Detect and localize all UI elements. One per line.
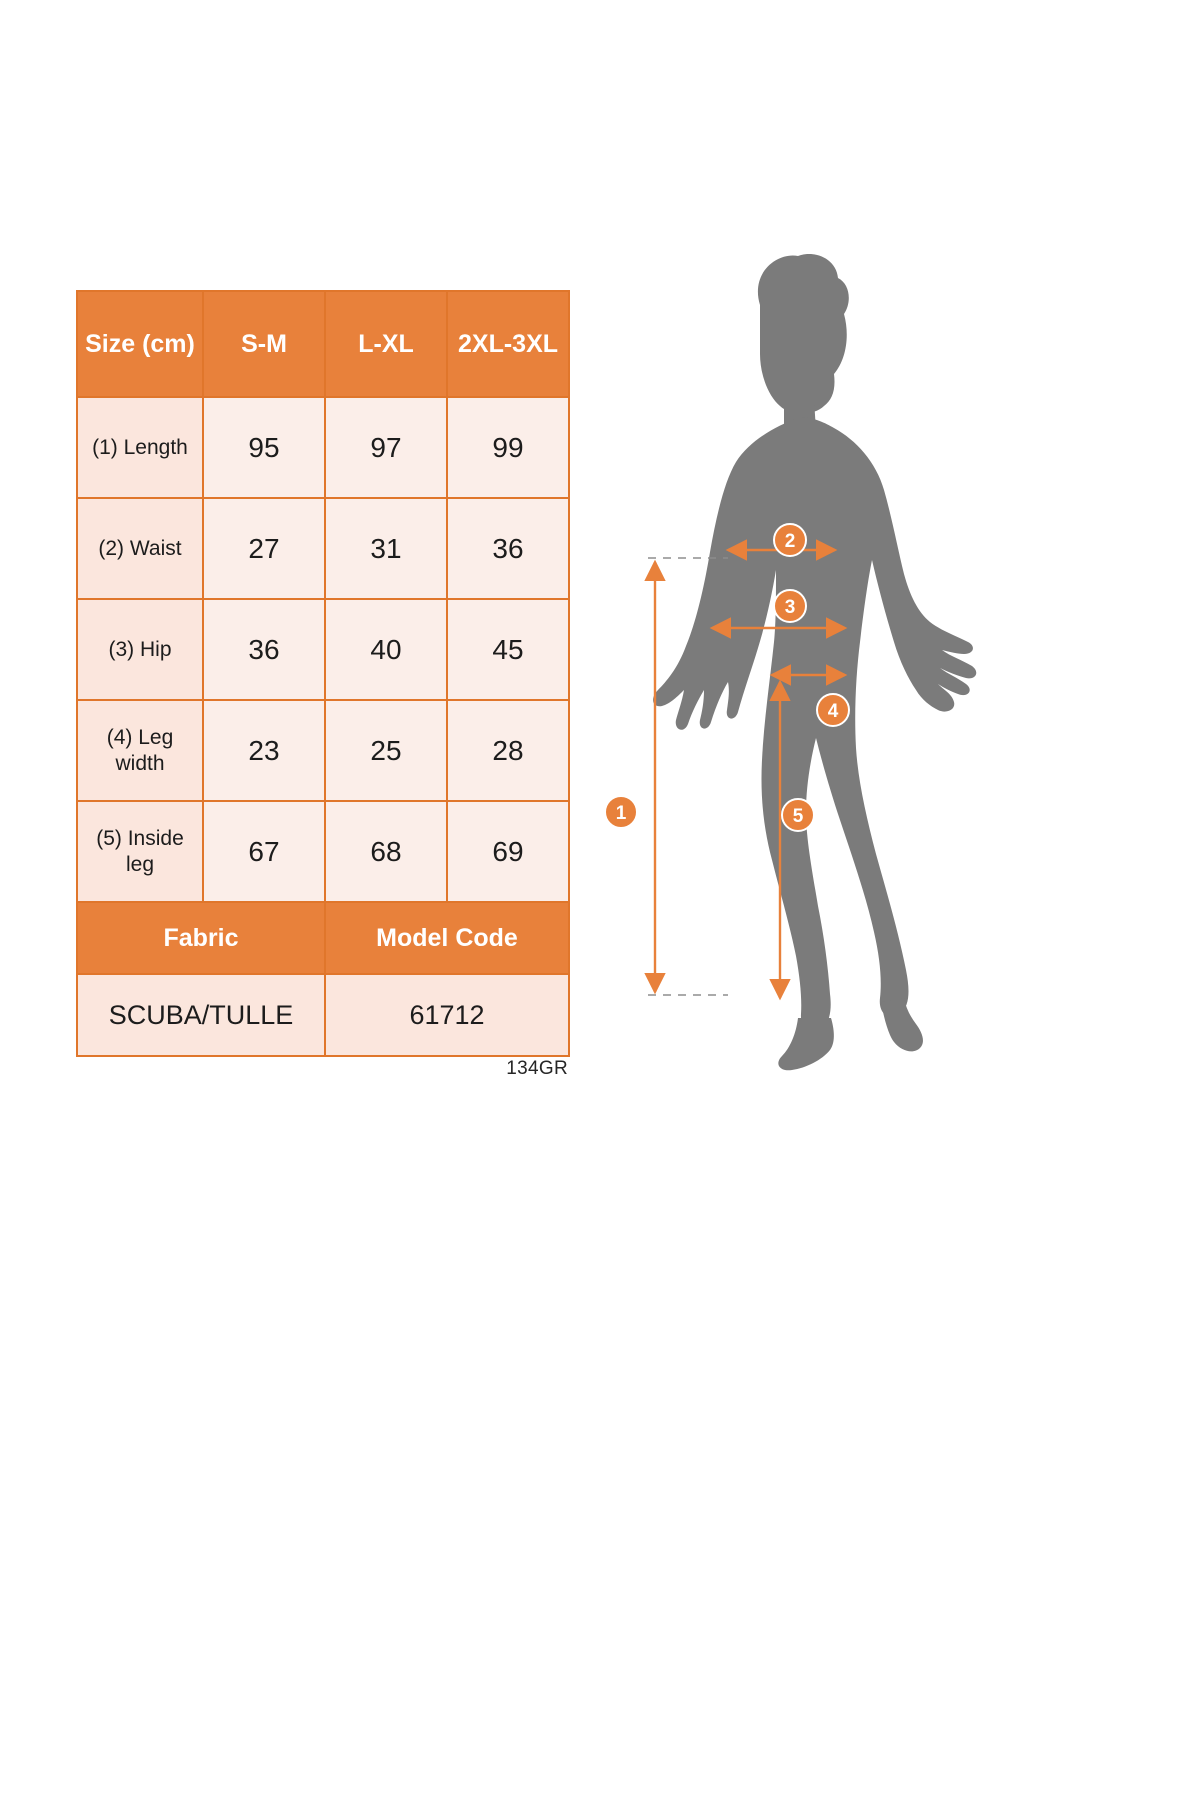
table-row xyxy=(77,801,569,902)
header-col-sm: S-M xyxy=(203,291,325,397)
marker-badge-3-label: 3 xyxy=(784,597,796,618)
table-row xyxy=(77,498,569,599)
header-col-2xl3xl: 2XL-3XL xyxy=(447,291,569,397)
table-footer-header-row xyxy=(77,902,569,974)
marker-badge-2 xyxy=(774,524,806,556)
size-chart xyxy=(76,290,568,1057)
marker-badge-5 xyxy=(782,799,814,831)
cell-inside-leg-sm: 67 xyxy=(203,801,325,902)
cell-leg-width-sm: 23 xyxy=(203,700,325,801)
cell-leg-width-2xl3xl: 28 xyxy=(447,700,569,801)
table-header xyxy=(77,291,569,397)
marker-badge-3 xyxy=(774,590,806,622)
header-col-lxl: L-XL xyxy=(325,291,447,397)
table-footer-value-row xyxy=(77,974,569,1056)
footer-label-fabric: Fabric xyxy=(77,902,325,974)
marker-badge-4 xyxy=(817,694,849,726)
footer-value-model-code: 61712 xyxy=(325,974,569,1056)
row-label-hip: (3) Hip xyxy=(77,599,203,700)
cell-length-lxl: 97 xyxy=(325,397,447,498)
footer-label-model-code: Model Code xyxy=(325,902,569,974)
table-row xyxy=(77,700,569,801)
cell-waist-lxl: 31 xyxy=(325,498,447,599)
cell-hip-lxl: 40 xyxy=(325,599,447,700)
row-label-waist: (2) Waist xyxy=(77,498,203,599)
row-label-length: (1) Length xyxy=(77,397,203,498)
measurement-figure xyxy=(600,250,1020,1080)
table-row xyxy=(77,397,569,498)
female-silhouette-icon xyxy=(653,254,976,1070)
footer-value-fabric: SCUBA/TULLE xyxy=(77,974,325,1056)
marker-badge-2-label: 2 xyxy=(784,531,796,552)
cell-length-2xl3xl: 99 xyxy=(447,397,569,498)
table-body xyxy=(77,397,569,1056)
table-header-row xyxy=(77,291,569,397)
header-size-label: Size (cm) xyxy=(77,291,203,397)
marker-badge-5-label: 5 xyxy=(792,806,804,827)
marker-badge-1-label: 1 xyxy=(615,803,627,824)
size-table xyxy=(76,290,570,1057)
chart-code-note: 134GR xyxy=(506,1058,568,1079)
cell-inside-leg-2xl3xl: 69 xyxy=(447,801,569,902)
cell-hip-sm: 36 xyxy=(203,599,325,700)
cell-hip-2xl3xl: 45 xyxy=(447,599,569,700)
cell-waist-sm: 27 xyxy=(203,498,325,599)
marker-badge-4-label: 4 xyxy=(827,701,839,722)
cell-length-sm: 95 xyxy=(203,397,325,498)
marker-badge-1 xyxy=(605,796,637,828)
row-label-inside-leg: (5) Inside leg xyxy=(77,801,203,902)
cell-inside-leg-lxl: 68 xyxy=(325,801,447,902)
row-label-leg-width: (4) Leg width xyxy=(77,700,203,801)
table-row xyxy=(77,599,569,700)
cell-leg-width-lxl: 25 xyxy=(325,700,447,801)
cell-waist-2xl3xl: 36 xyxy=(447,498,569,599)
